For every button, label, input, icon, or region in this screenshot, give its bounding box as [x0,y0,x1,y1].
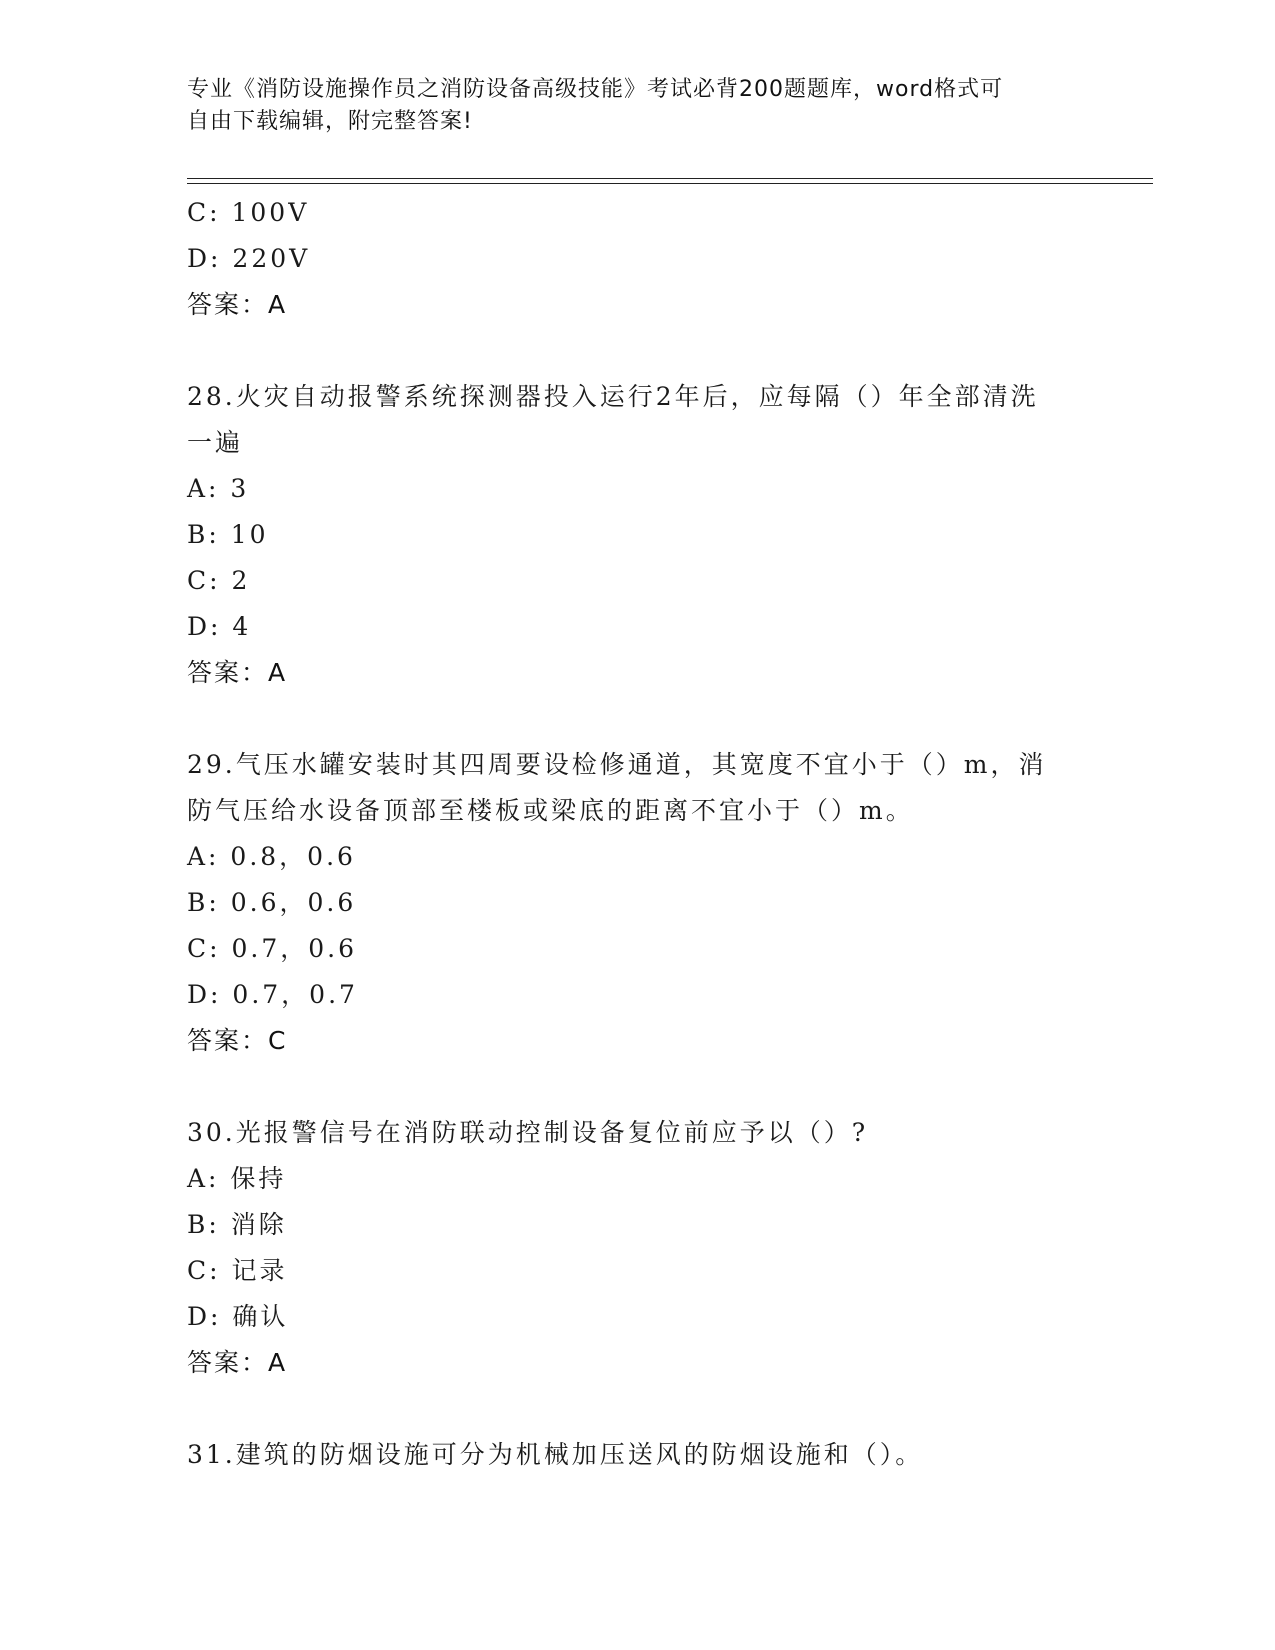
question-stem: 防气压给水设备顶部至楼板或梁底的距离不宜小于（）m。 [187,796,914,825]
header-line-1: 专业《消防设施操作员之消防设备高级技能》考试必背200题题库，word格式可 [187,77,1004,102]
option-c: C: 2 [187,566,251,595]
header-line-2: 自由下载编辑，附完整答案! [187,109,473,134]
question-29 [187,742,1087,1064]
spacer [187,1064,1087,1110]
question-stem: 一遍 [187,428,244,457]
question-stem: 28.火灾自动报警系统探测器投入运行2年后，应每隔（）年全部清洗 [187,382,1039,411]
option-b: B: 10 [187,520,269,549]
header-divider-bottom [187,183,1153,184]
header-divider-top [187,178,1153,179]
option-b: B: 消除 [187,1210,287,1239]
option-a: A: 0.8，0.6 [187,842,356,871]
spacer [187,328,1087,374]
spacer [187,1386,1087,1432]
question-stem: 29.气压水罐安装时其四周要设检修通道，其宽度不宜小于（）m，消 [187,750,1047,779]
option-a: A: 保持 [187,1164,287,1193]
question-31 [187,1432,1087,1478]
question-stem: 30.光报警信号在消防联动控制设备复位前应予以（）? [187,1118,869,1147]
document-header [187,74,1087,138]
answer-line: 答案：A [187,658,288,687]
previous-question-tail [187,190,1087,328]
option-c: C: 100V [187,198,310,227]
answer-line: 答案：C [187,1026,288,1055]
question-28 [187,374,1087,696]
question-stem: 31.建筑的防烟设施可分为机械加压送风的防烟设施和（）。 [187,1440,924,1469]
question-30 [187,1110,1087,1386]
question-list [187,190,1087,1478]
option-b: B: 0.6，0.6 [187,888,357,917]
answer-line: 答案：A [187,290,288,319]
option-c: C: 0.7，0.6 [187,934,358,963]
spacer [187,696,1087,742]
option-d: D: 0.7，0.7 [187,980,358,1009]
answer-line: 答案：A [187,1348,288,1377]
option-d: D: 确认 [187,1302,289,1331]
option-c: C: 记录 [187,1256,288,1285]
option-d: D: 4 [187,612,252,641]
option-d: D: 220V [187,244,311,273]
option-a: A: 3 [187,474,250,503]
